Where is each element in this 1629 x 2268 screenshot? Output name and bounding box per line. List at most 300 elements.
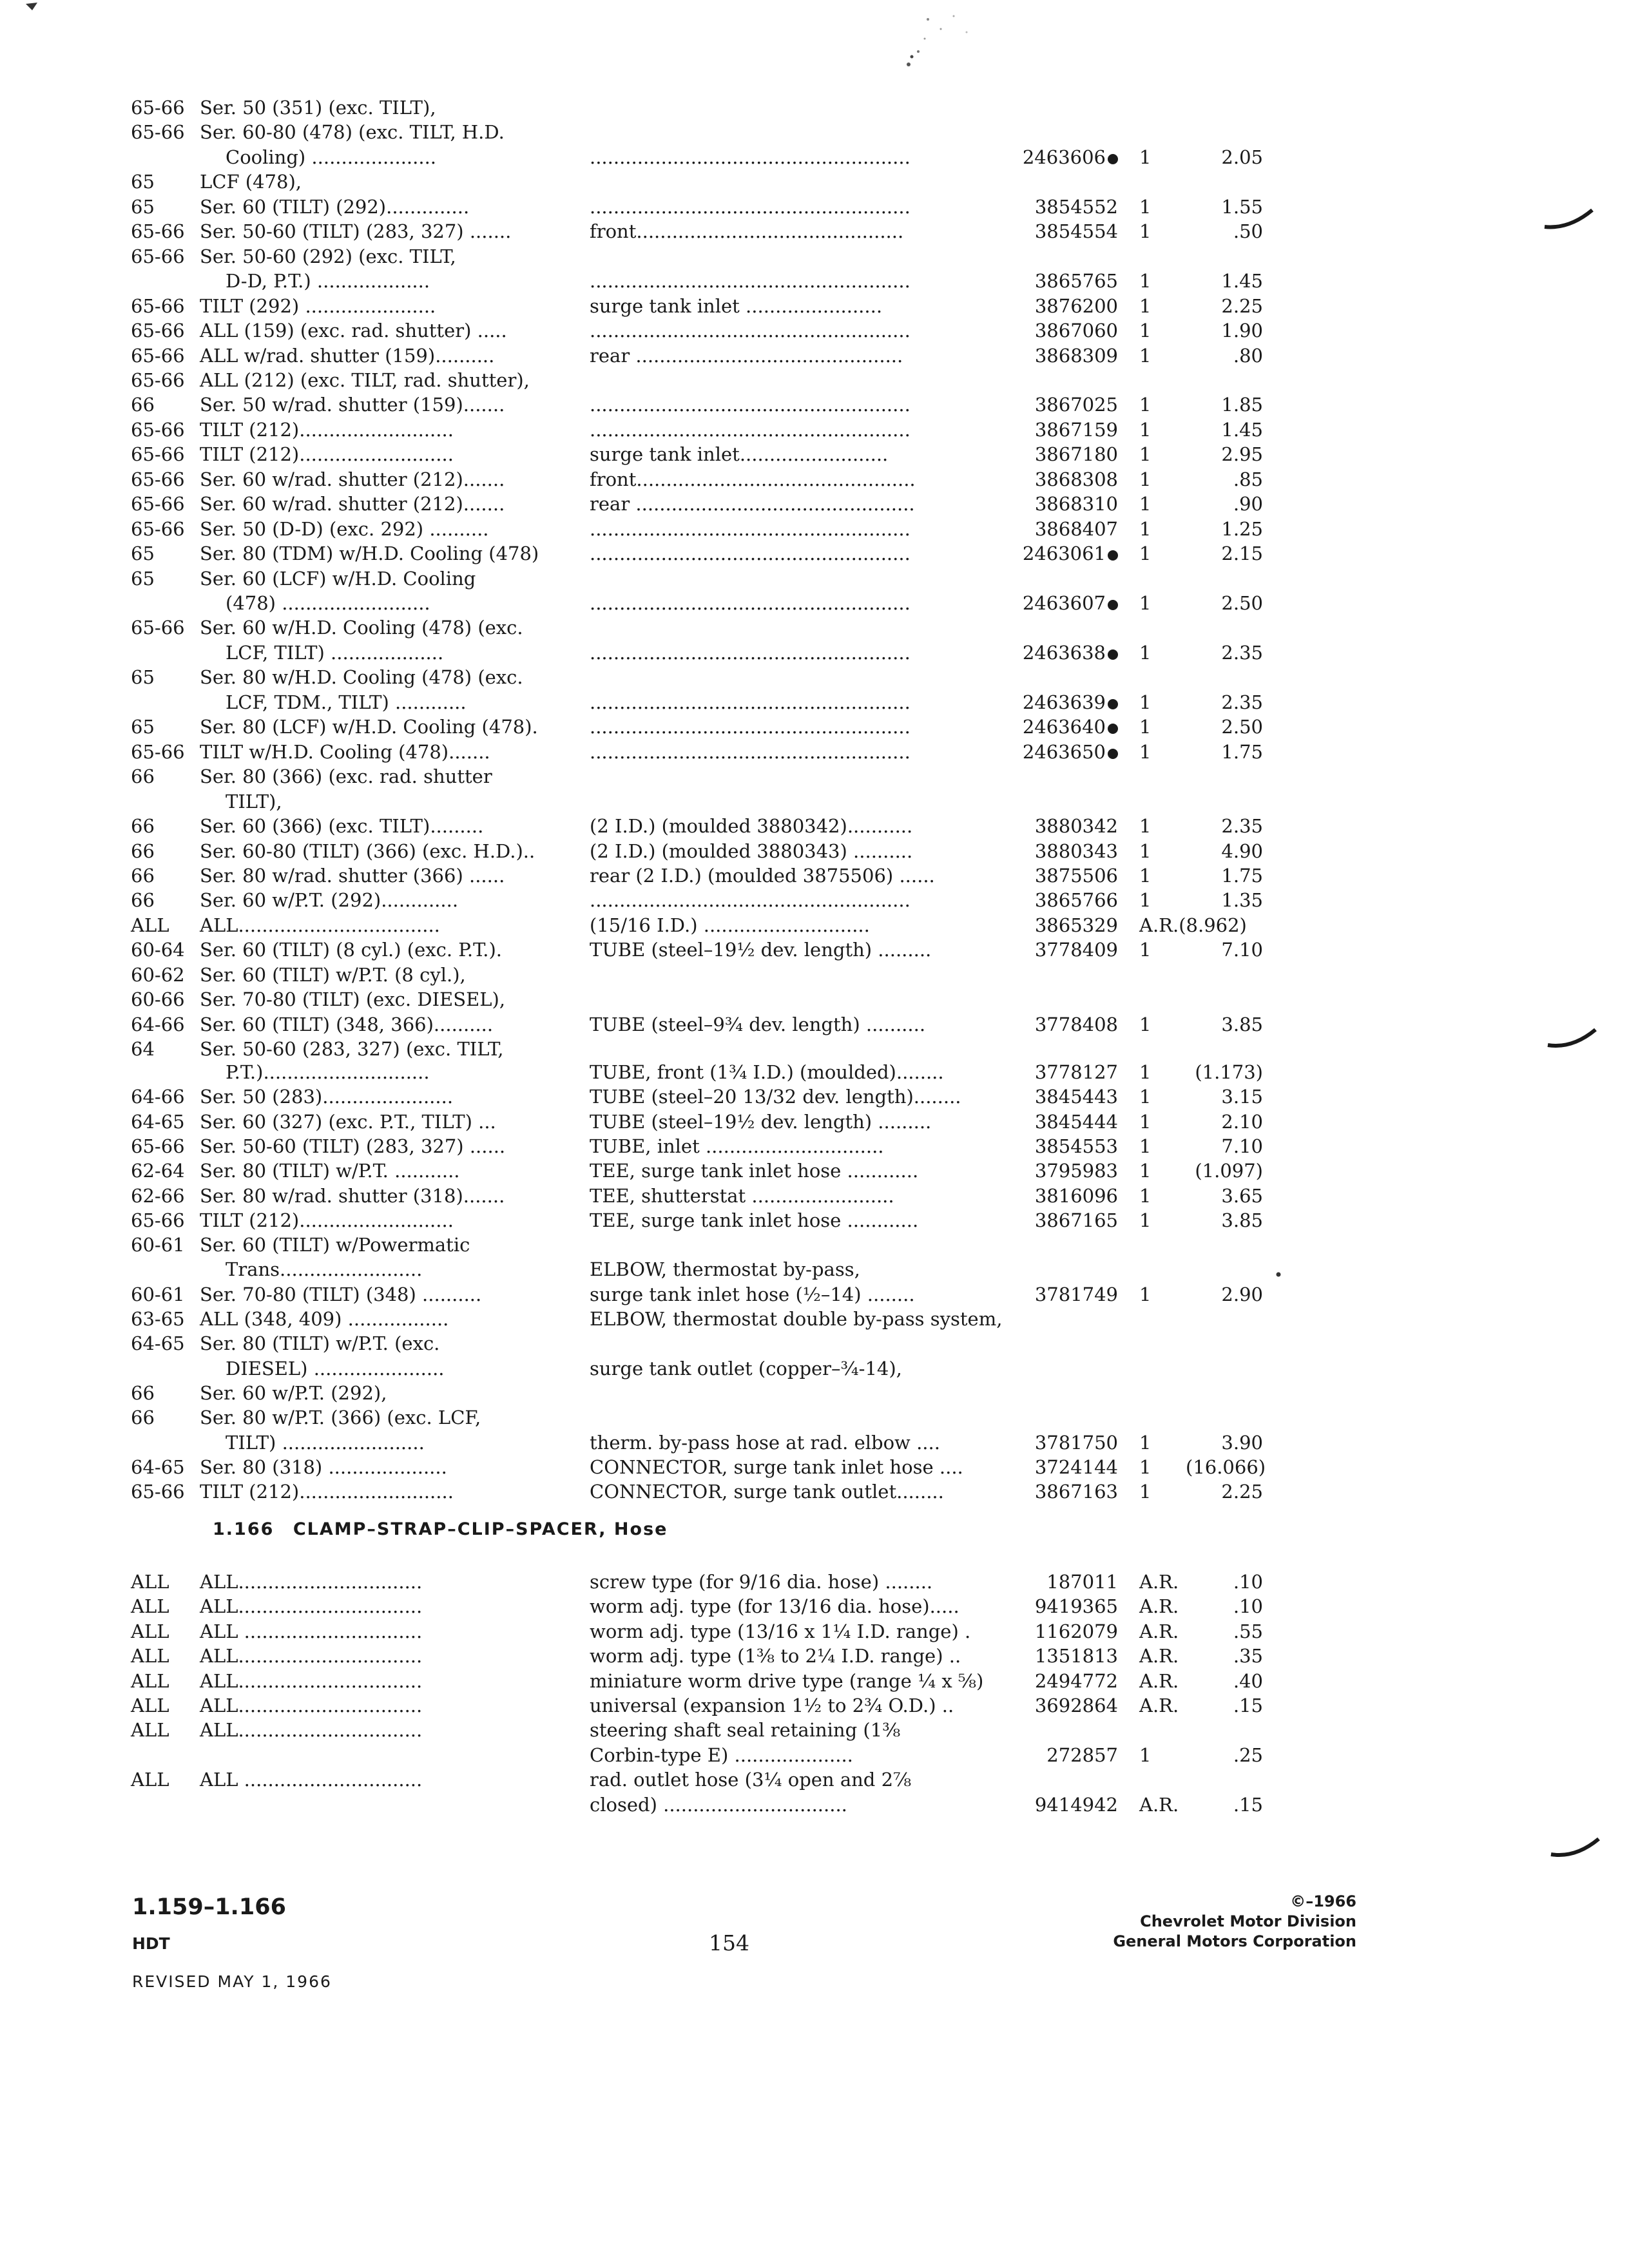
- model-year: [131, 169, 155, 194]
- model-description-text: Ser. 60-80 (478) (exc. TILT, H.D.: [200, 121, 505, 143]
- model-description-text: Ser. 50 w/rad. shutter (159).......: [200, 394, 505, 416]
- table-row: [0, 640, 1629, 665]
- part-description: [590, 1693, 954, 1718]
- quantity: [1139, 1792, 1179, 1817]
- part-number: [983, 195, 1118, 219]
- price: [1186, 1644, 1263, 1668]
- price-text: .40: [1233, 1670, 1263, 1692]
- part-description: [590, 1430, 940, 1455]
- price-text: 1.45: [1221, 419, 1263, 441]
- quantity: [1139, 839, 1151, 863]
- model-description-text: DIESEL) ......................: [226, 1358, 445, 1379]
- model-year: [131, 418, 185, 442]
- quantity: [1139, 1743, 1151, 1767]
- quantity: [1139, 740, 1151, 764]
- model-year-text: 66: [131, 840, 155, 862]
- part-number: [983, 591, 1118, 615]
- part-number-text: 3781749: [1034, 1283, 1118, 1305]
- model-year-text: 66: [131, 394, 155, 416]
- model-year: [131, 1455, 185, 1479]
- model-year-text: 64-66: [131, 1086, 185, 1108]
- model-description: [200, 1455, 447, 1479]
- quantity: [1139, 1282, 1151, 1307]
- model-description: [200, 120, 505, 144]
- price: [1186, 1012, 1263, 1037]
- part-description: [590, 343, 903, 368]
- quantity-text: 1: [1139, 543, 1152, 564]
- model-description: [200, 219, 511, 244]
- part-number-text: 3865766: [1034, 889, 1118, 911]
- quantity: [1139, 1644, 1179, 1668]
- new-part-bullet-icon: [1108, 649, 1118, 660]
- model-description-text: Ser. 50 (351) (exc. TILT),: [200, 97, 436, 119]
- model-description-text: LCF (478),: [200, 171, 302, 193]
- part-description-text: ......................................................: [590, 419, 911, 441]
- model-year-text: 60-61: [131, 1283, 185, 1305]
- part-number-text: 3875506: [1034, 865, 1118, 887]
- model-year-text: ALL: [131, 1645, 169, 1667]
- part-description: [590, 1084, 961, 1109]
- part-description: [590, 640, 911, 665]
- model-description: [200, 963, 466, 987]
- price: [1186, 1570, 1263, 1594]
- table-row: [0, 442, 1629, 466]
- model-description-text: Ser. 60 (LCF) w/H.D. Cooling: [200, 568, 476, 590]
- model-description: [200, 665, 523, 689]
- quantity-text: 1: [1139, 1456, 1152, 1478]
- part-description-text: TEE, shutterstat ........................: [590, 1185, 894, 1207]
- model-year: [131, 665, 155, 689]
- part-description-text: ......................................................: [590, 394, 911, 416]
- quantity-text: 1: [1139, 196, 1152, 218]
- quantity: [1139, 888, 1151, 912]
- model-description: [200, 1134, 505, 1158]
- part-description-text: therm. by-pass hose at rad. elbow ....: [590, 1432, 940, 1454]
- part-description: [590, 1012, 925, 1037]
- model-year: [131, 1594, 169, 1619]
- model-description: [200, 913, 440, 937]
- model-year: [131, 1307, 185, 1331]
- model-year-text: 64-66: [131, 1014, 185, 1035]
- part-number-text: 2463639: [1022, 691, 1106, 713]
- model-description: [200, 1644, 422, 1668]
- model-year-text: 65-66: [131, 369, 185, 391]
- model-description: [200, 1356, 445, 1381]
- part-number-text: 3876200: [1034, 295, 1118, 317]
- model-year: [131, 1037, 155, 1061]
- quantity-text: 1: [1139, 518, 1152, 540]
- model-description: [200, 1331, 439, 1356]
- quantity: [1139, 418, 1151, 442]
- quantity-text: A.R.: [1139, 1620, 1179, 1642]
- part-number-text: 3867060: [1034, 320, 1118, 341]
- model-year-text: 64-65: [131, 1332, 185, 1354]
- model-description-text: ALL w/rad. shutter (159)..........: [200, 345, 495, 367]
- price-text: .15: [1233, 1695, 1263, 1716]
- model-description-text: ALL...............................: [200, 1571, 423, 1593]
- model-description-text: TILT w/H.D. Cooling (478).......: [200, 741, 490, 763]
- model-year-text: 65-66: [131, 320, 185, 341]
- model-description: [200, 1037, 503, 1061]
- part-description-text: surge tank inlet .......................: [590, 295, 883, 317]
- part-description: [590, 1282, 915, 1307]
- model-year: [131, 1381, 155, 1405]
- part-number: [983, 1134, 1118, 1158]
- new-part-bullet-icon: [1108, 600, 1118, 610]
- model-year: [131, 195, 155, 219]
- part-description: [590, 195, 911, 219]
- model-year: [131, 715, 155, 739]
- quantity: [1139, 195, 1151, 219]
- model-description: [200, 1110, 496, 1134]
- quantity-text: 1: [1139, 1086, 1152, 1108]
- price-text: .50: [1233, 220, 1263, 242]
- part-description: [590, 863, 935, 888]
- model-year: [131, 1134, 185, 1158]
- part-description-text: ......................................................: [590, 196, 911, 218]
- price: [1186, 1208, 1263, 1233]
- price: [1186, 1479, 1263, 1504]
- part-number: [983, 145, 1118, 169]
- model-description: [200, 195, 469, 219]
- price: [1186, 937, 1263, 962]
- model-description-text: Ser. 80 (TILT) w/P.T. ...........: [200, 1160, 460, 1182]
- model-description-text: Ser. 80 w/P.T. (366) (exc. LCF,: [200, 1407, 481, 1428]
- model-description-text: Ser. 50-60 (292) (exc. TILT,: [200, 245, 456, 267]
- model-year-text: 64-65: [131, 1456, 185, 1478]
- part-description: [590, 814, 912, 838]
- part-number-text: 3867163: [1034, 1481, 1118, 1503]
- model-description: [200, 343, 494, 368]
- table-row: [0, 888, 1629, 912]
- part-description: [590, 269, 911, 293]
- quantity: [1139, 1430, 1151, 1455]
- model-description: [200, 1233, 470, 1257]
- price-text: 3.85: [1221, 1209, 1263, 1231]
- price-text: 2.35: [1221, 815, 1263, 837]
- part-description-text: ELBOW, thermostat double by-pass system,: [590, 1308, 1003, 1330]
- table-row: [0, 1430, 1629, 1455]
- part-description: [590, 1644, 961, 1668]
- model-description: [200, 318, 507, 343]
- part-description: [590, 392, 911, 417]
- quantity-text: 1: [1139, 1111, 1152, 1133]
- part-number: [983, 294, 1118, 318]
- part-description-text: closed) ...............................: [590, 1794, 847, 1816]
- part-number: [983, 1644, 1118, 1668]
- part-number: [983, 1792, 1118, 1817]
- part-description-text: ......................................................: [590, 270, 911, 292]
- model-year: [131, 740, 185, 764]
- model-description: [200, 541, 539, 566]
- table-row: [0, 1233, 1629, 1257]
- model-year: [131, 244, 185, 269]
- part-description-text: rear .............................................: [590, 345, 903, 367]
- model-year: [131, 517, 185, 541]
- model-year-text: 65-66: [131, 468, 185, 490]
- quantity: [1139, 343, 1151, 368]
- model-description: [200, 1669, 422, 1693]
- table-row: [0, 1012, 1629, 1037]
- model-description-text: Ser. 60 (TILT) (292)..............: [200, 196, 470, 218]
- part-number-text: 3868308: [1034, 468, 1118, 490]
- price-text: 1.35: [1221, 889, 1263, 911]
- quantity-text: 1: [1139, 1209, 1152, 1231]
- table-row: [0, 913, 1629, 937]
- quantity: [1139, 442, 1151, 466]
- quantity: [1139, 1012, 1151, 1037]
- quantity: [1139, 591, 1151, 615]
- table-row: [0, 343, 1629, 368]
- table-row: [0, 1644, 1629, 1668]
- model-year: [131, 839, 155, 863]
- table-row: [0, 1134, 1629, 1158]
- part-number: [983, 318, 1118, 343]
- new-part-bullet-icon: [1108, 699, 1118, 709]
- part-description: [590, 442, 888, 466]
- price: [1186, 1594, 1263, 1619]
- model-description-text: LCF, TDM., TILT) ............: [226, 691, 467, 713]
- model-description-text: P.T.)............................: [226, 1061, 430, 1083]
- model-description: [200, 690, 467, 715]
- model-description-text: Ser. 80 w/rad. shutter (318).......: [200, 1185, 505, 1207]
- part-description: [590, 1669, 983, 1693]
- part-description: [590, 1110, 931, 1134]
- part-number-text: 3880343: [1034, 840, 1118, 862]
- model-description-text: Ser. 60 (TILT) (348, 366)..........: [200, 1014, 494, 1035]
- price-text: 7.10: [1221, 1135, 1263, 1157]
- model-description: [200, 1060, 430, 1084]
- price-text: 1.90: [1221, 320, 1263, 341]
- model-description-text: Ser. 60-80 (TILT) (366) (exc. H.D.)..: [200, 840, 535, 862]
- model-description: [200, 1594, 422, 1619]
- table-row: [0, 294, 1629, 318]
- part-description-text: TEE, surge tank inlet hose ............: [590, 1160, 919, 1182]
- part-description-text: miniature worm drive type (range ¼ x ⅝): [590, 1670, 984, 1692]
- part-number: [983, 1479, 1118, 1504]
- model-description: [200, 1767, 422, 1792]
- price: [1186, 343, 1263, 368]
- price-text: 2.50: [1221, 592, 1263, 614]
- model-description: [200, 95, 436, 120]
- quantity-text: 1: [1139, 220, 1152, 242]
- part-description-text: CONNECTOR, surge tank inlet hose ....: [590, 1456, 963, 1478]
- part-number-text: 187011: [1046, 1571, 1118, 1593]
- model-description-text: Ser. 80 w/H.D. Cooling (478) (exc.: [200, 666, 523, 688]
- part-description-text: ELBOW, thermostat by-pass,: [590, 1258, 860, 1280]
- section-number: 1.166: [213, 1519, 275, 1539]
- quantity-text: 1: [1139, 1432, 1152, 1454]
- model-year-text: 65-66: [131, 1209, 185, 1231]
- model-year: [131, 1405, 155, 1430]
- model-year: [131, 1158, 185, 1183]
- model-description-text: Ser. 50-60 (TILT) (283, 327) ......: [200, 1135, 506, 1157]
- table-row: [0, 219, 1629, 244]
- price: [1186, 318, 1263, 343]
- model-year: [131, 368, 185, 392]
- part-number-text: 3867159: [1034, 419, 1118, 441]
- price-text: 3.15: [1221, 1086, 1263, 1108]
- model-year: [131, 1718, 169, 1742]
- model-year: [131, 1184, 185, 1208]
- part-number-text: 3778409: [1034, 939, 1118, 961]
- part-description: [590, 418, 911, 442]
- model-description-text: Ser. 60 (TILT) w/P.T. (8 cyl.),: [200, 964, 466, 986]
- model-year: [131, 1208, 185, 1233]
- model-year: [131, 1110, 185, 1134]
- model-description: [200, 169, 302, 194]
- part-description-text: ......................................................: [590, 320, 911, 341]
- table-row: [0, 1792, 1629, 1817]
- quantity: [1139, 1479, 1151, 1504]
- quantity-text: 1: [1139, 691, 1152, 713]
- price: [1186, 814, 1263, 838]
- table-row: [0, 566, 1629, 591]
- model-year-text: 65: [131, 196, 155, 218]
- model-description: [200, 888, 458, 912]
- model-year: [131, 1644, 169, 1668]
- price-text: .10: [1233, 1571, 1263, 1593]
- model-year: [131, 95, 185, 120]
- price: [1186, 1455, 1266, 1479]
- model-year-text: 66: [131, 765, 155, 787]
- model-description: [200, 1012, 493, 1037]
- part-description: [590, 740, 911, 764]
- part-description: [590, 294, 882, 318]
- model-description: [200, 715, 538, 739]
- model-description: [200, 1184, 505, 1208]
- division-name: Chevrolet Motor Division: [1140, 1912, 1356, 1930]
- table-row: [0, 839, 1629, 863]
- quantity-text: 1: [1139, 345, 1152, 367]
- part-description: [590, 1619, 970, 1644]
- table-row: [0, 1570, 1629, 1594]
- price: [1186, 1792, 1263, 1817]
- stray-dot: [1275, 1271, 1282, 1278]
- quantity-text: A.R.: [1139, 1794, 1179, 1816]
- price: [1186, 715, 1263, 739]
- new-part-bullet-icon: [1108, 154, 1118, 164]
- quantity: [1139, 392, 1151, 417]
- price: [1186, 888, 1263, 912]
- quantity-text: 1: [1139, 394, 1152, 416]
- model-description: [200, 764, 492, 789]
- table-row: [0, 1743, 1629, 1767]
- part-number: [983, 1060, 1118, 1084]
- table-row: [0, 169, 1629, 194]
- price: [1186, 1282, 1263, 1307]
- price-text: 1.55: [1221, 196, 1263, 218]
- price-text: 2.25: [1221, 295, 1263, 317]
- model-year: [131, 492, 185, 516]
- model-description: [200, 1257, 422, 1282]
- table-row: [0, 269, 1629, 293]
- part-number-text: 2463061: [1022, 543, 1106, 564]
- part-number: [983, 541, 1118, 566]
- table-row: [0, 392, 1629, 417]
- part-number-text: 3816096: [1034, 1185, 1118, 1207]
- model-description-text: Ser. 60 w/P.T. (292),: [200, 1382, 387, 1404]
- model-description-text: TILT),: [226, 791, 282, 812]
- model-description: [200, 1693, 422, 1718]
- model-year-text: 65-66: [131, 443, 185, 465]
- price-text: .90: [1233, 493, 1263, 515]
- quantity: [1139, 541, 1151, 566]
- quantity-text: 1: [1139, 295, 1152, 317]
- part-number: [983, 1619, 1118, 1644]
- model-description-text: Ser. 50 (283)......................: [200, 1086, 454, 1108]
- quantity: [1139, 1060, 1151, 1084]
- part-description: [590, 888, 911, 912]
- table-row: [0, 764, 1629, 789]
- model-year-text: 60-66: [131, 988, 185, 1010]
- part-number-text: 3880342: [1034, 815, 1118, 837]
- model-year-text: 65-66: [131, 741, 185, 763]
- model-year-text: ALL: [131, 1769, 169, 1791]
- part-number-text: 3845443: [1034, 1086, 1118, 1108]
- part-number-text: 3865765: [1034, 270, 1118, 292]
- price: [1186, 1110, 1263, 1134]
- part-number-text: 9419365: [1034, 1595, 1118, 1617]
- part-description: [590, 1257, 860, 1282]
- price-text: .85: [1233, 468, 1263, 490]
- model-year-text: 65-66: [131, 419, 185, 441]
- model-year-text: 65-66: [131, 1135, 185, 1157]
- model-description: [200, 863, 505, 888]
- model-description: [200, 615, 523, 640]
- model-description-text: ALL...............................: [200, 1595, 423, 1617]
- model-year-text: ALL: [131, 1620, 169, 1642]
- price-text: 2.35: [1221, 691, 1263, 713]
- model-description-text: TILT (212)..........................: [200, 1481, 454, 1503]
- part-description-text: CONNECTOR, surge tank outlet........: [590, 1481, 944, 1503]
- price-text: .10: [1233, 1595, 1263, 1617]
- part-number: [983, 269, 1118, 293]
- price-text: 1.75: [1221, 865, 1263, 887]
- model-description: [200, 839, 535, 863]
- model-description-text: ALL...............................: [200, 1719, 423, 1741]
- model-description: [200, 1405, 481, 1430]
- price: [1186, 863, 1263, 888]
- model-description-text: Trans........................: [226, 1258, 423, 1280]
- part-description: [590, 1134, 884, 1158]
- model-description-text: ALL...............................: [200, 1695, 423, 1716]
- model-year-text: ALL: [131, 914, 169, 936]
- model-year-text: 66: [131, 865, 155, 887]
- table-row: [0, 368, 1629, 392]
- part-description-text: TUBE (steel–20 13/32 dev. length)........: [590, 1086, 961, 1108]
- price-text: 1.25: [1221, 518, 1263, 540]
- price-text: 2.05: [1221, 146, 1263, 168]
- model-year-text: 65: [131, 543, 155, 564]
- part-description-text: worm adj. type (for 13/16 dia. hose).....: [590, 1595, 959, 1617]
- part-number: [983, 442, 1118, 466]
- model-description: [200, 244, 456, 269]
- quantity: [1139, 1134, 1151, 1158]
- table-row: [0, 1455, 1629, 1479]
- model-year-text: 65-66: [131, 121, 185, 143]
- model-year: [131, 1479, 185, 1504]
- model-year-text: 65-66: [131, 518, 185, 540]
- print-speckle: [889, 6, 1018, 77]
- part-number: [983, 492, 1118, 516]
- part-description: [590, 517, 911, 541]
- part-number: [983, 1184, 1118, 1208]
- quantity-text: 1: [1139, 1014, 1152, 1035]
- price: [1186, 418, 1263, 442]
- table-row: [0, 1257, 1629, 1282]
- table-row: [0, 1405, 1629, 1430]
